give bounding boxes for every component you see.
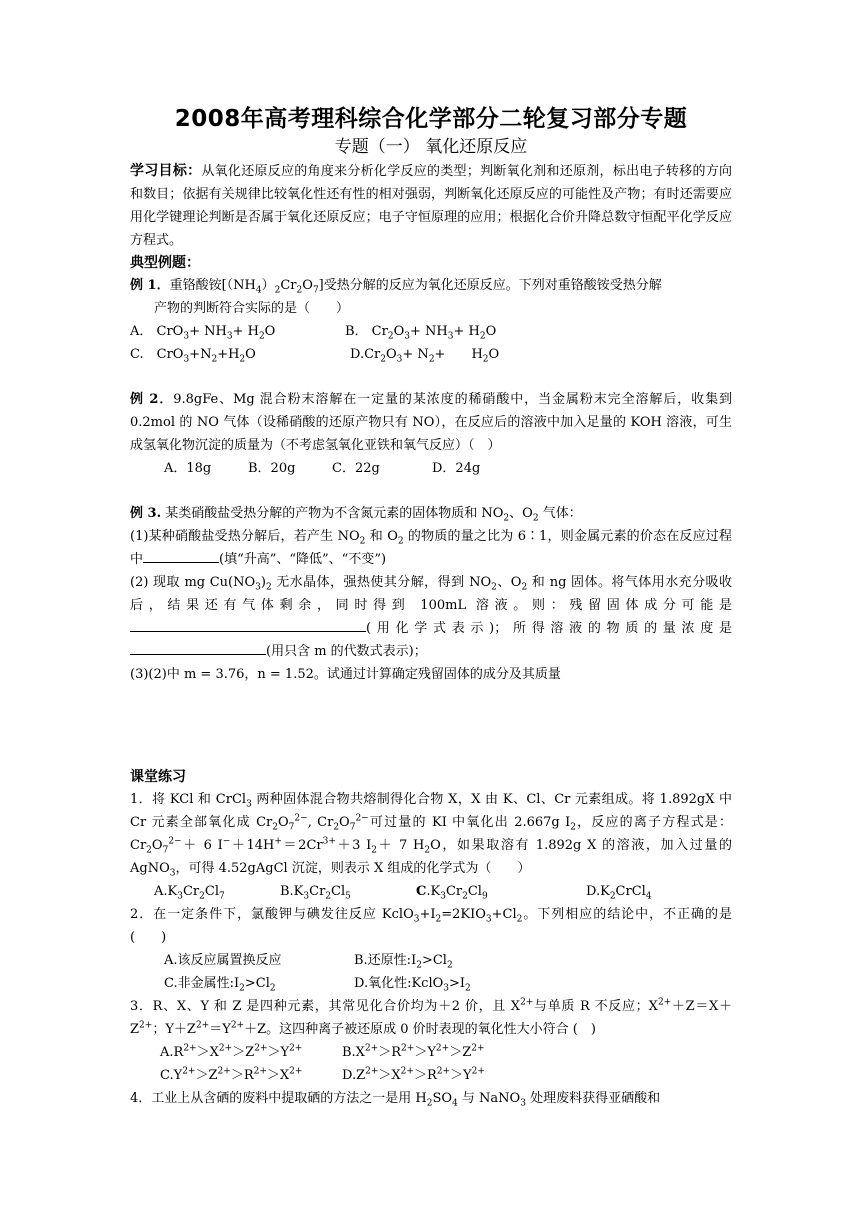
example-1-options-row1 [130, 320, 732, 343]
document-page [130, 104, 732, 1110]
option-d: $D.K_2CrCl_4$ [586, 884, 652, 902]
option-a: A.该反应属置换反应 [164, 953, 282, 968]
practice-heading: 课堂练习 [130, 769, 186, 785]
option-d: D．24g [432, 461, 481, 476]
example-3-part-1: (1)某种硝酸盐受热分解后，若产生 $NO_2$ 和 $O_2$ 的物质的量之比为 6∶1，则金属元素的价态在反应过程中 (填“升高”、“降低”、“不变”) [130, 529, 732, 567]
example-1-stem: 例 1．重铬酸铵$[(NH_4)_2Cr_2O_7]$受热分解的反应为氧化还原反应。下列对重铬酸铵受热分解 [130, 278, 662, 296]
option-b: $B.X^{2+}>R^{2+}>Y^{2+}>Z^{2+}$ [342, 1043, 485, 1060]
example-1-stem-cont: 产物的判断符合实际的是（ ） [154, 301, 350, 316]
option-b: $B.K_3Cr_2Cl_5$ [280, 884, 351, 902]
answer-blank[interactable] [130, 617, 366, 632]
option-b: B． $Cr_2O_3+ NH_3+ H_2O$ [345, 324, 497, 342]
answer-blank[interactable] [130, 640, 266, 655]
option-c: $C.K_3Cr_2Cl_9$ [416, 884, 488, 902]
practice-1-options [130, 880, 732, 903]
option-b: B．20g [248, 461, 296, 476]
practice-3-options-row2 [130, 1064, 732, 1087]
practice-3-options-row1 [130, 1041, 732, 1064]
answer-blank[interactable] [143, 548, 219, 563]
option-d: $D.Cr_2O_3+ N_2+$ $H_2O$ [350, 347, 500, 365]
example-1-options-row2 [130, 343, 732, 366]
practice-question-4: 4．工业上从含硒的废料中提取硒的方法之一是用 $H_2SO_4$ 与 NaNO$_3$ 处理废料获得亚硒酸和 [130, 1091, 661, 1109]
option-c: $C.Y^{2+}>Z^{2+}>R^{2+}>X^{2+}$ [160, 1066, 303, 1083]
practice-2-options-row1 [130, 949, 732, 972]
practice-question-3: 3．R、X、Y 和 Z 是四种元素，其常见化合价均为＋2 价，且 $X^{2+}$与单质 R 不反应；$X^{2+}+Z=X+Z^{2+}$；$Y+Z^{2+}=Y^{2+}+Z$。这四种离子被还原成 0 价时表现的氧化性大小符合 ( ) [130, 997, 732, 1037]
examples-heading: 典型例题： [130, 255, 200, 271]
option-d: $D.Z^{2+}>X^{2+}>R^{2+}>Y^{2+}$ [342, 1066, 485, 1083]
option-c: C. $CrO_3+N_2+H_2O$ [130, 347, 256, 365]
option-d: D.氧化性$:KclO_3>I_2$ [354, 976, 471, 994]
option-c: C．22g [332, 461, 380, 476]
practice-question-1: 1．将 KCl 和 CrCl$_3$ 两种固体混合物共熔制得化合物 X，X 由 K、Cl、Cr 元素组成。将 1.892gX 中 Cr 元素全部氧化成 $Cr_2O_7^{2-}$, $Cr_2O_7^{2-}$可过量的 KI 中氧化出 2.667g $I_2$，反应的离子方程式是：$Cr_2O_7^{2-}+ 6$ $I^-+14H^+=2Cr^{3+}+3$ $I_2+ 7$ $H_2O$，如果取溶有 1.892g X 的溶液，加入过量的 AgNO$_3$，可得 4.52gAgCl 沉淀，则表示 X 组成的化学式为（ ） [130, 792, 733, 879]
example-3-stem: 例 3. 某类硝酸盐受热分解的产物为不含氮元素的固体物质和 $NO_2$、$O_2$ 气体： [130, 506, 582, 524]
option-a: $A.R^{2+}>X^{2+}>Z^{2+}>Y^{2+}$ [160, 1043, 303, 1060]
option-c: C.非金属性$:I_2>Cl_2$ [164, 976, 276, 994]
document-title: 2008年高考理科综合化学部分二轮复习部分专题 [174, 106, 688, 132]
practice-2-options-row2 [130, 972, 732, 995]
example-3-part-3: (3)(2)中 m = 3.76，n = 1.52。试通过计算确定残留固体的成分及其质量 [130, 667, 561, 682]
option-a: A．18g [164, 461, 212, 476]
document-subtitle: 专题（一） 氧化还原反应 [334, 137, 528, 157]
example-3-part-2: (2) 现取 mg $Cu(NO_3)_2$ 无水晶体，强热使其分解，得到 $NO_2$、$O_2$ 和 ng 固体。将气体用水充分吸收后，结果还有气体剩余，同时得到 100mL 溶液。则：残留固体成分可能是(用化学式表示)；所得溶液的物质的量浓度是(用只含 m 的代数式表示)； [130, 575, 732, 659]
example-2-options [130, 457, 732, 480]
example-2-stem: 例 2．9.8gFe、Mg 混合粉末溶解在一定量的某浓度的稀硝酸中，当金属粉末完全溶解后，收集到 0.2mol 的 NO 气体（设稀硝酸的还原产物只有 NO），在反应后的溶液中加入足量的 KOH 溶液，可生成氢氧化物沉淀的质量为（不考虑氢氧化亚铁和氧气反应）（ ） [130, 392, 733, 453]
option-b: B.还原性$:I_2>Cl_2$ [354, 953, 453, 971]
option-a: $A.K_3Cr_2Cl_7$ [154, 884, 225, 902]
learning-objectives: 学习目标：从氧化还原反应的角度来分析化学反应的类型；判断氧化剂和还原剂，标出电子转移的方向和数目；依据有关规律比较氧化性还有性的相对强弱，判断氧化还原反应的可能性及产物；有时还需要应用化学键理论判断是否属于氧化还原反应；电子守恒原理的应用；根据化合价升降总数守恒配平化学反应方程式。 [130, 163, 732, 248]
option-a: A． $CrO_3+ NH_3+ H_2O$ [130, 324, 276, 342]
practice-question-2: 2．在一定条件下，氯酸钾与碘发往反应 $KclO_3+I_2=2KIO_3+Cl_2$。下列相应的结论中，不正确的是( ) [130, 907, 732, 945]
